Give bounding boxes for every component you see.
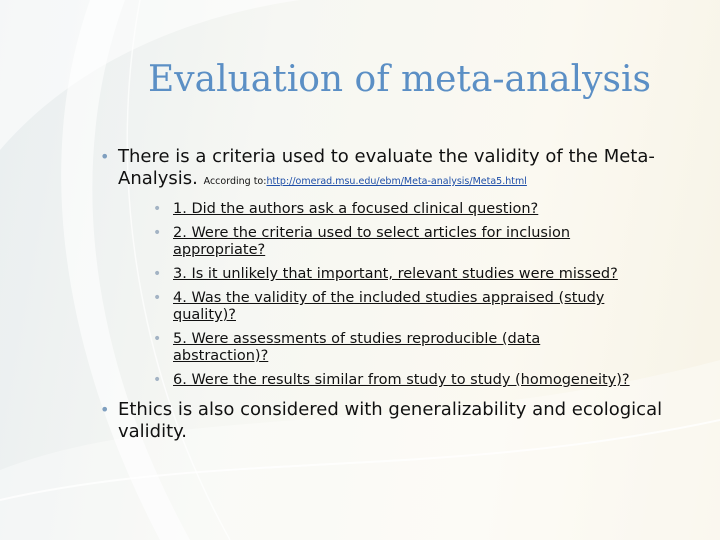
sub-bullet-glyph: • bbox=[153, 201, 162, 217]
question-link-3[interactable]: 3. Is it unlikely that important, relevant studies were missed? bbox=[173, 266, 618, 282]
sub-item-question-3 bbox=[153, 266, 700, 283]
sub-bullet-glyph: • bbox=[153, 331, 162, 347]
sub-item-question-5 bbox=[153, 331, 700, 365]
sub-bullet-glyph: • bbox=[153, 266, 162, 282]
question-link-5[interactable]: 5. Were assessments of studies reproducible (data bbox=[173, 331, 541, 347]
question-link-5-cont[interactable]: abstraction)? bbox=[173, 348, 269, 364]
sub-bullet-glyph: • bbox=[153, 225, 162, 241]
bullet-item-ethics bbox=[100, 399, 700, 443]
sub-item-question-6 bbox=[153, 372, 700, 389]
slide-title: Evaluation of meta-analysis bbox=[148, 59, 651, 100]
bullet-text: Ethics is also considered with generalizability and ecological validity. bbox=[118, 399, 663, 442]
bullet-text: There is a criteria used to evaluate the validity of the Meta-Analysis. bbox=[118, 146, 655, 189]
source-prefix: According to: bbox=[203, 176, 267, 187]
sub-bullet-glyph: • bbox=[153, 290, 162, 306]
question-link-1[interactable]: 1. Did the authors ask a focused clinical question? bbox=[173, 201, 539, 217]
sub-bullet-glyph: • bbox=[153, 372, 162, 388]
question-link-6[interactable]: 6. Were the results similar from study to study (homogeneity)? bbox=[173, 372, 630, 388]
question-link-2[interactable]: 2. Were the criteria used to select articles for inclusion bbox=[173, 225, 571, 241]
bullet-list bbox=[100, 146, 700, 443]
criteria-sub-list bbox=[118, 201, 700, 389]
source-link[interactable]: http://omerad.msu.edu/ebm/Meta-analysis/Meta5.html bbox=[266, 176, 527, 187]
bullet-glyph: • bbox=[100, 147, 110, 166]
slide-content bbox=[100, 146, 700, 453]
question-link-4-cont[interactable]: quality)? bbox=[173, 307, 236, 323]
question-link-4[interactable]: 4. Was the validity of the included studies appraised (study bbox=[173, 290, 605, 306]
sub-item-question-4 bbox=[153, 290, 700, 324]
bullet-item-criteria bbox=[100, 146, 700, 389]
sub-item-question-1 bbox=[153, 201, 700, 218]
bullet-glyph: • bbox=[100, 400, 110, 419]
question-link-2-cont[interactable]: appropriate? bbox=[173, 242, 266, 258]
sub-item-question-2 bbox=[153, 225, 700, 259]
